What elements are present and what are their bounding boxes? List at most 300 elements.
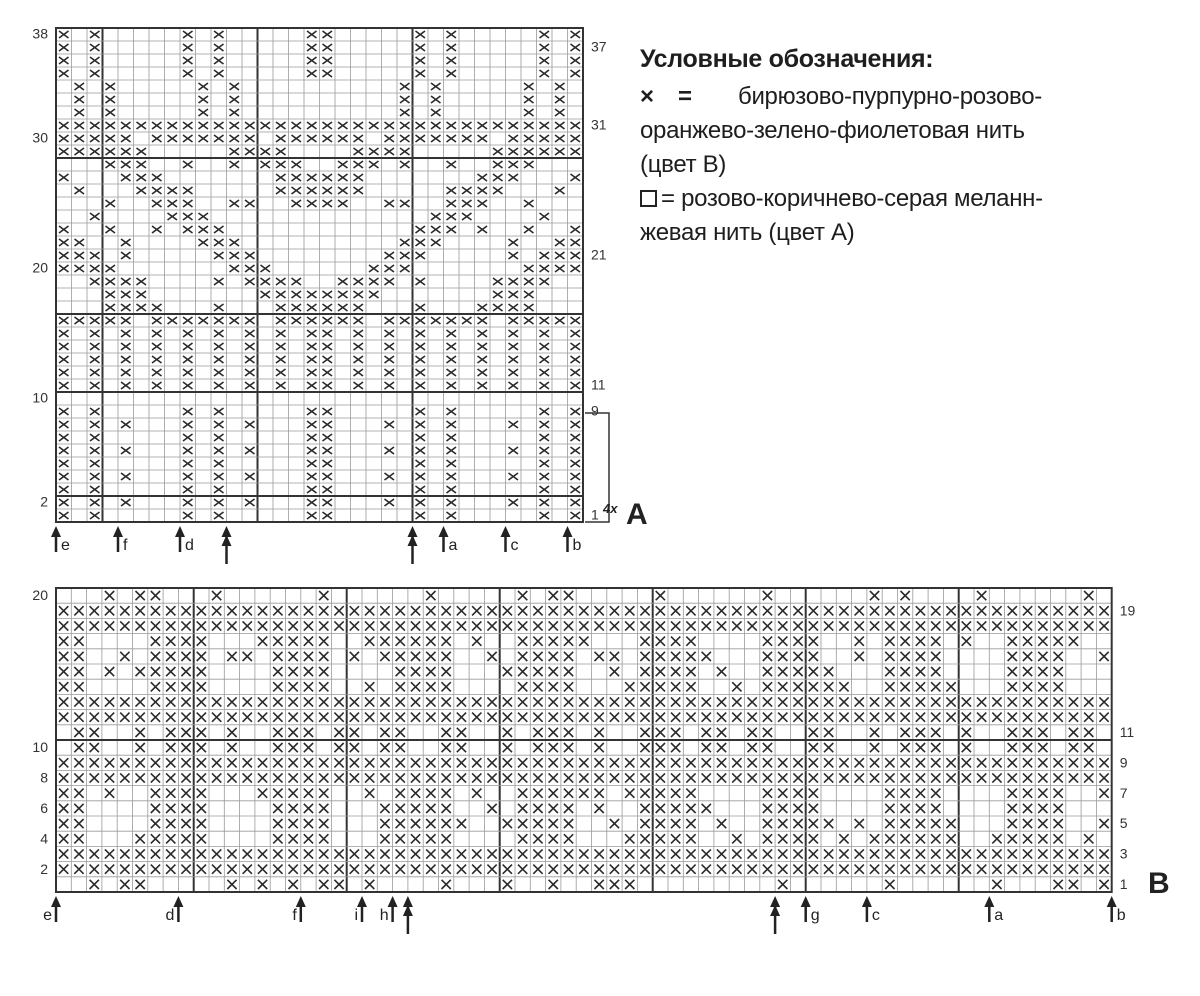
stitch-cross-mark <box>1099 880 1108 889</box>
column-marker-letter: i <box>354 907 358 924</box>
stitch-cross-mark <box>992 758 1001 767</box>
chart-a <box>32 25 609 564</box>
stitch-cross-mark <box>230 239 240 246</box>
stitch-cross-mark <box>416 317 426 324</box>
stitch-cross-mark <box>289 713 298 722</box>
stitch-cross-mark <box>121 122 131 129</box>
grid-lines <box>56 588 1112 892</box>
stitch-cross-mark <box>411 682 420 691</box>
stitch-cross-mark <box>1099 773 1108 782</box>
stitch-cross-mark <box>151 637 160 646</box>
row-number-left: 6 <box>40 799 48 816</box>
stitch-cross-mark <box>90 512 100 519</box>
stitch-cross-mark <box>540 31 550 38</box>
stitch-cross-mark <box>74 652 83 661</box>
stitch-cross-mark <box>686 713 695 722</box>
stitch-cross-mark <box>518 773 527 782</box>
stitch-cross-mark <box>447 317 457 324</box>
stitch-cross-mark <box>74 682 83 691</box>
stitch-cross-mark <box>901 804 910 813</box>
stitch-cross-mark <box>931 606 940 615</box>
stitch-cross-mark <box>90 356 100 363</box>
stitch-cross-mark <box>245 252 255 259</box>
stitch-cross-mark <box>518 621 527 630</box>
stitch-cross-mark <box>518 834 527 843</box>
stitch-cross-mark <box>136 834 145 843</box>
stitch-cross-mark <box>245 343 255 350</box>
stitch-cross-mark <box>946 865 955 874</box>
stitch-cross-mark <box>442 682 451 691</box>
stitch-cross-mark <box>763 789 772 798</box>
stitch-cross-mark <box>686 652 695 661</box>
stitch-cross-mark <box>555 252 565 259</box>
stitch-cross-mark <box>276 174 286 181</box>
stitch-cross-mark <box>152 330 162 337</box>
stitch-cross-mark <box>396 637 405 646</box>
stitch-cross-mark <box>338 317 348 324</box>
stitch-cross-mark <box>1054 773 1063 782</box>
stitch-cross-mark <box>197 865 206 874</box>
stitch-cross-mark <box>197 637 206 646</box>
stitch-cross-mark <box>493 304 503 311</box>
stitch-cross-mark <box>396 743 405 752</box>
stitch-cross-mark <box>181 865 190 874</box>
stitch-cross-mark <box>702 728 711 737</box>
stitch-cross-mark <box>549 789 558 798</box>
stitch-cross-mark <box>304 804 313 813</box>
stitch-cross-mark <box>106 304 116 311</box>
stitch-cross-mark <box>717 713 726 722</box>
stitch-cross-mark <box>555 96 565 103</box>
column-marker-letter: f <box>292 907 297 924</box>
stitch-cross-mark <box>307 343 317 350</box>
stitch-cross-mark <box>540 70 550 77</box>
legend-box-line1: розово-коричнево-серая меланн- <box>681 185 1043 212</box>
stitch-cross-mark <box>396 621 405 630</box>
stitch-cross-mark <box>671 758 680 767</box>
stitch-cross-mark <box>518 789 527 798</box>
stitch-cross-mark <box>354 174 364 181</box>
stitch-cross-mark <box>183 317 193 324</box>
stitch-cross-mark <box>323 187 333 194</box>
stitch-cross-mark <box>518 713 527 722</box>
stitch-cross-mark <box>885 682 894 691</box>
stitch-cross-mark <box>90 713 99 722</box>
stitch-cross-mark <box>181 652 190 661</box>
stitch-cross-mark <box>151 713 160 722</box>
stitch-cross-mark <box>304 849 313 858</box>
stitch-cross-mark <box>793 865 802 874</box>
stitch-cross-mark <box>885 606 894 615</box>
stitch-cross-mark <box>319 682 328 691</box>
stitch-cross-mark <box>870 697 879 706</box>
stitch-cross-mark <box>261 278 271 285</box>
stitch-cross-mark <box>1084 728 1093 737</box>
stitch-cross-mark <box>323 382 333 389</box>
stitch-cross-mark <box>931 652 940 661</box>
stitch-cross-mark <box>1023 849 1032 858</box>
stitch-cross-mark <box>416 473 426 480</box>
stitch-cross-mark <box>671 865 680 874</box>
stitch-cross-mark <box>1038 849 1047 858</box>
stitch-cross-mark <box>166 652 175 661</box>
stitch-cross-mark <box>416 460 426 467</box>
stitch-cross-mark <box>319 819 328 828</box>
chart-a-repeat-label: 4x <box>603 501 618 516</box>
stitch-cross-mark <box>90 447 100 454</box>
stitch-cross-mark <box>462 317 472 324</box>
stitch-cross-mark <box>137 161 147 168</box>
stitch-cross-mark <box>625 849 634 858</box>
stitch-cross-mark <box>380 637 389 646</box>
stitch-cross-mark <box>151 667 160 676</box>
stitch-cross-mark <box>640 682 649 691</box>
stitch-cross-mark <box>503 865 512 874</box>
stitch-cross-mark <box>992 865 1001 874</box>
stitch-cross-mark <box>385 421 395 428</box>
stitch-cross-mark <box>1084 849 1093 858</box>
stitch-cross-mark <box>855 849 864 858</box>
stitch-cross-mark <box>166 637 175 646</box>
stitch-cross-mark <box>509 291 519 298</box>
stitch-cross-mark <box>1023 713 1032 722</box>
stitch-cross-mark <box>59 606 68 615</box>
stitch-cross-mark <box>540 343 550 350</box>
stitch-cross-mark <box>183 486 193 493</box>
stitch-cross-mark <box>1008 834 1017 843</box>
stitch-cross-mark <box>227 652 236 661</box>
stitch-cross-mark <box>610 758 619 767</box>
stitch-cross-mark <box>152 356 162 363</box>
stitch-cross-mark <box>323 31 333 38</box>
stitch-cross-mark <box>640 865 649 874</box>
stitch-cross-mark <box>245 447 255 454</box>
stitch-cross-mark <box>571 252 581 259</box>
stitch-cross-mark <box>183 382 193 389</box>
stitch-cross-mark <box>105 697 114 706</box>
stitch-cross-mark <box>276 278 286 285</box>
stitch-cross-mark <box>839 773 848 782</box>
stitch-cross-mark <box>732 834 741 843</box>
stitch-cross-mark <box>181 637 190 646</box>
stitch-cross-mark <box>307 187 317 194</box>
stitch-cross-mark <box>411 652 420 661</box>
stitch-cross-mark <box>292 291 302 298</box>
stitch-cross-mark <box>365 880 374 889</box>
stitch-cross-mark <box>457 697 466 706</box>
stitch-cross-mark <box>1099 606 1108 615</box>
stitch-cross-mark <box>307 330 317 337</box>
stitch-cross-mark <box>885 697 894 706</box>
stitch-cross-mark <box>1054 652 1063 661</box>
grid-lines <box>56 28 583 522</box>
stitch-cross-mark <box>855 865 864 874</box>
stitch-cross-mark <box>671 637 680 646</box>
stitch-cross-mark <box>59 758 68 767</box>
stitch-cross-mark <box>549 834 558 843</box>
stitch-cross-mark <box>447 330 457 337</box>
stitch-cross-mark <box>778 667 787 676</box>
stitch-cross-mark <box>166 834 175 843</box>
stitch-cross-mark <box>962 713 971 722</box>
stitch-cross-mark <box>447 460 457 467</box>
stitch-cross-mark <box>304 682 313 691</box>
stitch-cross-mark <box>258 849 267 858</box>
stitch-cross-mark <box>824 758 833 767</box>
stitch-cross-mark <box>625 789 634 798</box>
stitch-cross-mark <box>571 122 581 129</box>
stitch-cross-mark <box>931 743 940 752</box>
stitch-cross-mark <box>493 161 503 168</box>
stitch-cross-mark <box>916 652 925 661</box>
stitch-cross-mark <box>447 135 457 142</box>
stitch-cross-mark <box>540 369 550 376</box>
stitch-cross-mark <box>702 865 711 874</box>
stitch-cross-mark <box>90 382 100 389</box>
stitch-cross-mark <box>793 713 802 722</box>
stitch-cross-mark <box>1069 849 1078 858</box>
stitch-cross-mark <box>571 44 581 51</box>
stitch-cross-mark <box>59 44 69 51</box>
stitch-cross-mark <box>227 758 236 767</box>
stitch-cross-mark <box>183 330 193 337</box>
stitch-cross-mark <box>426 713 435 722</box>
stitch-cross-mark <box>365 621 374 630</box>
stitch-cross-mark <box>1099 865 1108 874</box>
stitch-cross-mark <box>533 728 542 737</box>
stitch-cross-mark <box>307 31 317 38</box>
stitch-cross-mark <box>778 652 787 661</box>
stitch-cross-mark <box>307 473 317 480</box>
stitch-cross-mark <box>916 773 925 782</box>
stitch-cross-mark <box>564 682 573 691</box>
stitch-cross-mark <box>549 804 558 813</box>
stitch-cross-mark <box>748 728 757 737</box>
stitch-cross-mark <box>90 213 100 220</box>
stitch-cross-mark <box>564 697 573 706</box>
stitch-cross-mark <box>595 697 604 706</box>
stitch-cross-mark <box>212 591 221 600</box>
stitch-cross-mark <box>824 697 833 706</box>
stitch-cross-mark <box>350 606 359 615</box>
stitch-cross-mark <box>732 621 741 630</box>
stitch-cross-mark <box>457 773 466 782</box>
stitch-cross-mark <box>509 174 519 181</box>
stitch-cross-mark <box>426 606 435 615</box>
stitch-cross-mark <box>276 304 286 311</box>
stitch-cross-mark <box>106 265 116 272</box>
legend-box-equals: = <box>661 185 675 212</box>
stitch-cross-mark <box>121 278 131 285</box>
stitch-cross-mark <box>946 758 955 767</box>
stitch-cross-mark <box>166 682 175 691</box>
stitch-cross-mark <box>323 317 333 324</box>
column-marker-letter: d <box>185 537 194 554</box>
stitch-cross-mark <box>509 122 519 129</box>
stitch-cross-mark <box>478 187 488 194</box>
stitch-cross-mark <box>243 606 252 615</box>
stitch-cross-mark <box>931 789 940 798</box>
stitch-cross-mark <box>1069 758 1078 767</box>
stitch-cross-mark <box>901 758 910 767</box>
stitch-cross-mark <box>809 804 818 813</box>
stitch-cross-mark <box>106 291 116 298</box>
stitch-cross-mark <box>610 849 619 858</box>
stitch-cross-mark <box>245 356 255 363</box>
stitch-cross-mark <box>350 758 359 767</box>
stitch-cross-mark <box>334 880 343 889</box>
stitch-cross-mark <box>74 773 83 782</box>
stitch-cross-mark <box>396 849 405 858</box>
stitch-cross-mark <box>258 697 267 706</box>
stitch-cross-mark <box>183 187 193 194</box>
stitch-cross-mark <box>214 44 224 51</box>
up-arrow-icon <box>439 526 449 552</box>
stitch-cross-mark <box>885 713 894 722</box>
stitch-cross-mark <box>855 652 864 661</box>
up-arrow-icon <box>51 526 61 552</box>
stitch-cross-mark <box>1054 637 1063 646</box>
stitch-cross-mark <box>106 148 116 155</box>
stitch-cross-mark <box>214 382 224 389</box>
stitch-cross-mark <box>1099 652 1108 661</box>
stitch-cross-mark <box>380 804 389 813</box>
stitch-cross-mark <box>686 849 695 858</box>
stitch-cross-mark <box>640 637 649 646</box>
stitch-cross-mark <box>59 330 69 337</box>
stitch-cross-mark <box>503 758 512 767</box>
stitch-cross-mark <box>214 343 224 350</box>
stitch-cross-mark <box>273 804 282 813</box>
stitch-cross-mark <box>273 652 282 661</box>
stitch-cross-mark <box>426 789 435 798</box>
stitch-cross-mark <box>610 652 619 661</box>
stitch-cross-mark <box>931 834 940 843</box>
stitch-cross-mark <box>214 122 224 129</box>
stitch-cross-mark <box>273 758 282 767</box>
stitch-cross-mark <box>289 728 298 737</box>
stitch-cross-mark <box>1054 758 1063 767</box>
stitch-cross-mark <box>151 682 160 691</box>
stitch-cross-mark <box>289 682 298 691</box>
stitch-cross-mark <box>640 667 649 676</box>
stitch-cross-mark <box>369 161 379 168</box>
stitch-cross-mark <box>732 697 741 706</box>
stitch-cross-mark <box>671 652 680 661</box>
stitch-cross-mark <box>595 621 604 630</box>
stitch-cross-mark <box>338 122 348 129</box>
stitch-cross-mark <box>702 773 711 782</box>
stitch-cross-mark <box>916 865 925 874</box>
stitch-cross-mark <box>273 819 282 828</box>
stitch-cross-mark <box>411 621 420 630</box>
stitch-cross-mark <box>824 819 833 828</box>
stitch-cross-mark <box>610 773 619 782</box>
stitch-cross-mark <box>732 849 741 858</box>
stitch-cross-mark <box>369 291 379 298</box>
stitch-cross-mark <box>503 849 512 858</box>
stitch-cross-mark <box>258 865 267 874</box>
stitch-cross-mark <box>411 834 420 843</box>
row-number-right: 5 <box>1119 815 1128 832</box>
stitch-cross-mark <box>289 865 298 874</box>
stitch-cross-mark <box>416 356 426 363</box>
stitch-cross-mark <box>946 713 955 722</box>
stitch-cross-mark <box>227 606 236 615</box>
stitch-cross-mark <box>230 96 240 103</box>
stitch-cross-mark <box>870 849 879 858</box>
stitch-cross-mark <box>121 174 131 181</box>
stitch-cross-mark <box>916 743 925 752</box>
stitch-cross-mark <box>839 758 848 767</box>
stitch-cross-mark <box>571 135 581 142</box>
stitch-cross-mark <box>717 697 726 706</box>
stitch-cross-mark <box>323 200 333 207</box>
stitch-cross-mark <box>105 773 114 782</box>
stitch-cross-mark <box>334 758 343 767</box>
stitch-cross-mark <box>151 849 160 858</box>
stitch-cross-mark <box>105 849 114 858</box>
stitch-cross-mark <box>656 773 665 782</box>
stitch-cross-mark <box>763 621 772 630</box>
stitch-cross-mark <box>90 697 99 706</box>
up-arrow-icon <box>357 896 367 922</box>
stitch-cross-mark <box>824 606 833 615</box>
stitch-cross-mark <box>447 70 457 77</box>
stitch-cross-mark <box>90 317 100 324</box>
empty-square-icon <box>640 190 657 207</box>
stitch-cross-mark <box>564 758 573 767</box>
stitch-cross-mark <box>400 148 410 155</box>
stitch-cross-mark <box>1054 880 1063 889</box>
stitch-cross-mark <box>289 773 298 782</box>
stitch-cross-mark <box>442 849 451 858</box>
stitch-cross-mark <box>487 713 496 722</box>
stitch-cross-mark <box>447 213 457 220</box>
stitch-cross-mark <box>106 226 116 233</box>
stitch-cross-mark <box>411 713 420 722</box>
stitch-cross-mark <box>509 135 519 142</box>
stitch-cross-mark <box>120 621 129 630</box>
stitch-cross-mark <box>540 421 550 428</box>
stitch-cross-mark <box>793 652 802 661</box>
stitch-cross-mark <box>289 621 298 630</box>
stitch-cross-mark <box>595 773 604 782</box>
stitch-cross-mark <box>121 356 131 363</box>
stitch-cross-mark <box>354 291 364 298</box>
stitch-cross-mark <box>571 148 581 155</box>
stitch-cross-mark <box>181 621 190 630</box>
stitch-cross-mark <box>426 621 435 630</box>
stitch-cross-mark <box>334 728 343 737</box>
stitch-cross-mark <box>579 713 588 722</box>
stitch-cross-mark <box>571 239 581 246</box>
stitch-cross-mark <box>870 591 879 600</box>
stitch-cross-mark <box>152 187 162 194</box>
stitch-cross-mark <box>901 819 910 828</box>
stitch-cross-mark <box>365 713 374 722</box>
stitch-cross-mark <box>640 606 649 615</box>
stitch-cross-mark <box>686 682 695 691</box>
stitch-cross-mark <box>90 252 100 259</box>
stitch-cross-mark <box>571 226 581 233</box>
stitch-cross-mark <box>400 122 410 129</box>
stitch-cross-mark <box>509 252 519 259</box>
stitch-cross-mark <box>323 434 333 441</box>
stitch-cross-mark <box>778 865 787 874</box>
stitch-cross-mark <box>671 682 680 691</box>
stitch-cross-mark <box>105 591 114 600</box>
